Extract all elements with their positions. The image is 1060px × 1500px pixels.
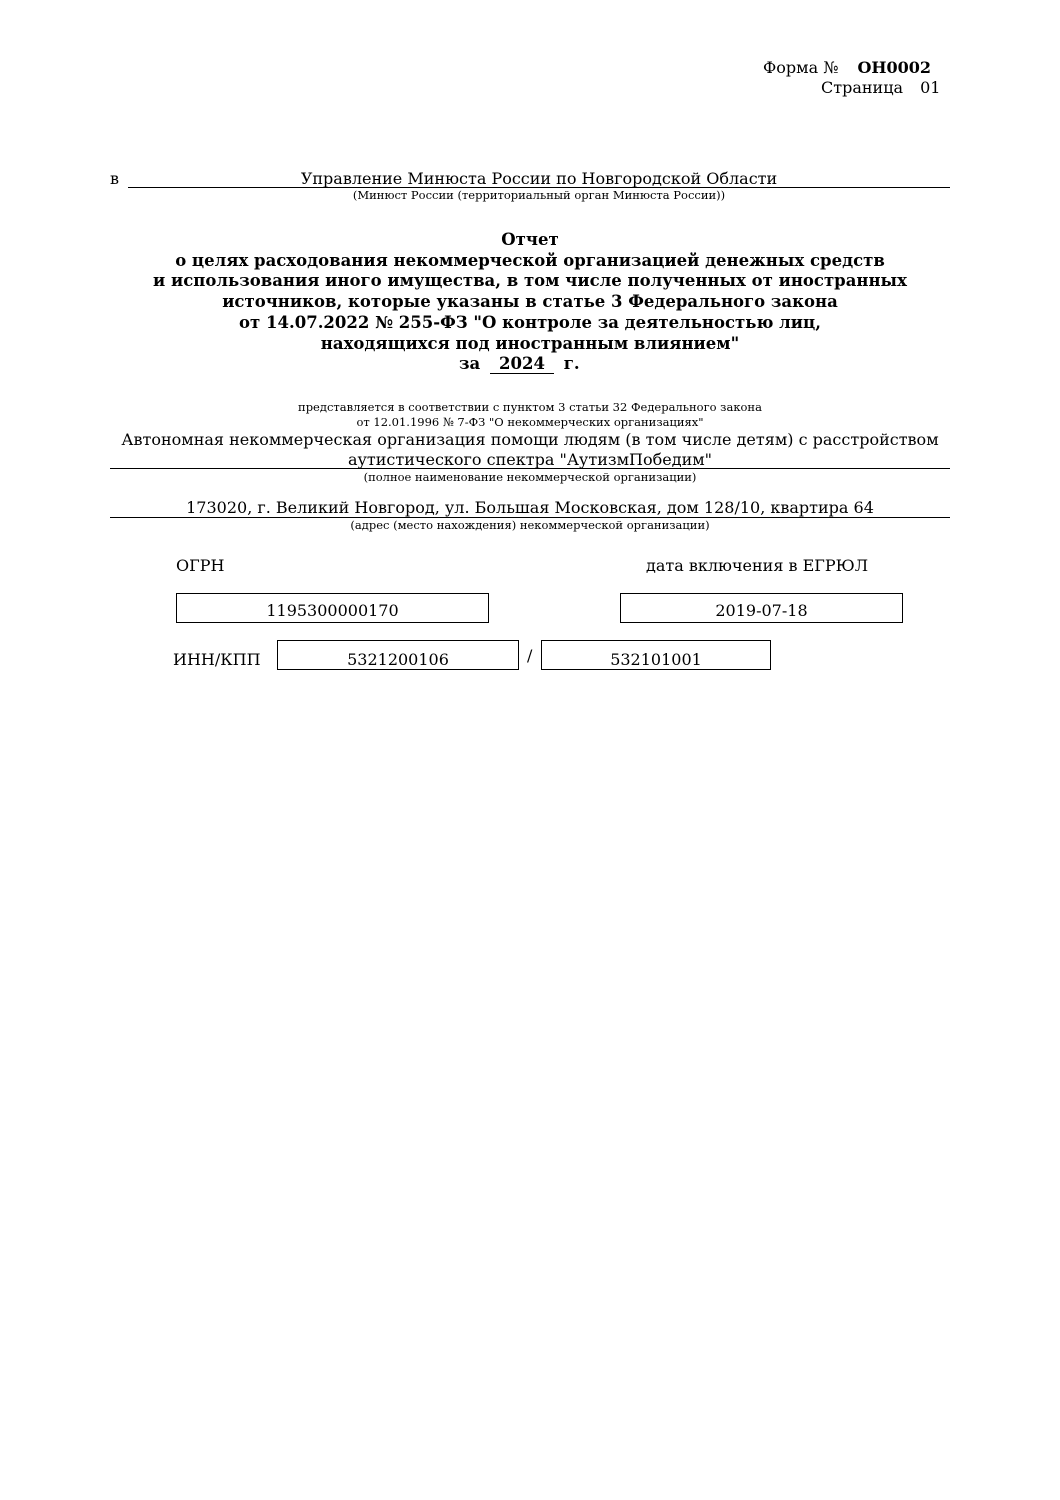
report-year: 2024 — [490, 355, 554, 374]
recipient-name: Управление Минюста России по Новгородской Области — [300, 169, 778, 188]
basis-line-2: от 12.01.1996 № 7-ФЗ "О некоммерческих организациях" — [356, 415, 704, 429]
org-address-caption: (адрес (место нахождения) некоммерческой организации) — [350, 518, 710, 532]
ogrn-field: 1195300000170 — [176, 593, 489, 623]
year-prefix: за — [459, 354, 481, 373]
page-number-row — [821, 78, 971, 98]
title-line: и использования иного имущества, в том числе полученных от иностранных — [153, 271, 907, 291]
org-name-line-2: аутистического спектра "АутизмПобедим" — [347, 450, 713, 469]
year-suffix: г. — [563, 354, 580, 373]
inn-field: 5321200106 — [277, 640, 519, 670]
title-line: от 14.07.2022 № 255-ФЗ "О контроле за деятельностью лиц, — [239, 312, 821, 332]
report-title — [60, 230, 1000, 354]
title-line: о целях расходования некоммерческой организацией денежных средств — [175, 250, 885, 270]
title-line: Отчет — [501, 230, 559, 249]
recipient-prefix: в — [110, 169, 120, 188]
form-number-row — [763, 58, 963, 78]
basis-line-1: представляется в соответствии с пунктом 3 статьи 32 Федерального закона — [298, 400, 762, 414]
page-number: 01 — [920, 78, 941, 97]
recipient-caption: (Минюст России (территориальный орган Минюста России)) — [352, 188, 726, 202]
title-line: находящихся под иностранным влиянием" — [320, 333, 740, 353]
inn-kpp-separator: / — [527, 646, 533, 665]
inn-kpp-label: ИНН/КПП — [173, 650, 261, 669]
kpp-field: 532101001 — [541, 640, 771, 670]
title-line: источников, которые указаны в статье 3 Федерального закона — [222, 292, 838, 312]
report-year-row — [459, 354, 659, 375]
form-label: Форма № — [763, 58, 839, 77]
org-name-underline — [110, 468, 950, 469]
form-number: ОН0002 — [857, 58, 932, 77]
egrul-date-field: 2019-07-18 — [620, 593, 903, 623]
egrul-date-label: дата включения в ЕГРЮЛ — [646, 556, 869, 575]
org-name-line-1: Автономная некоммерческая организация помощи людям (в том числе детям) с расстройством — [121, 430, 939, 449]
ogrn-label: ОГРН — [176, 556, 225, 575]
org-name-caption: (полное наименование некоммерческой организации) — [363, 470, 697, 484]
org-address: 173020, г. Великий Новгород, ул. Большая Московская, дом 128/10, квартира 64 — [186, 498, 874, 517]
page-label: Страница — [821, 78, 904, 97]
